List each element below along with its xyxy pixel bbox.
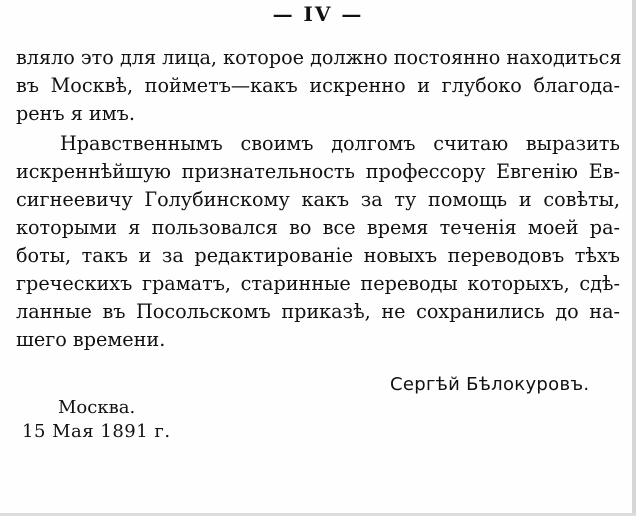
place-line: Москва. [58,397,136,418]
text-line-1: вляло это для лица, которое должно постоянно находиться [16,46,622,69]
text-line-5: искреннѣйшую признательность профессору Евгенію Ев- [16,160,620,183]
text-line-3: ренъ я имъ. [16,102,135,125]
text-line-10: ланные въ Посольскомъ приказѣ, не сохранились до на- [16,300,620,323]
page-number-header: — IV — [272,2,364,26]
text-line-9: греческихъ граматъ, старинные переводы которыхъ, сдѣ- [16,272,620,295]
text-line-8: боты, такъ и за редактированіе новыхъ переводовъ тѣхъ [16,244,620,267]
page-edge-shadow [632,0,636,516]
text-line-2: въ Москвѣ, пойметъ—какъ искренно и глубоко благода- [16,74,620,97]
text-line-11: шего времени. [16,328,166,351]
text-line-6: сигнеевичу Голубинскому какъ за ту помощь и совѣты, [16,188,620,211]
date-line: 15 Мая 1891 г. [22,421,171,442]
author-signature: Сергѣй Бѣлокуровъ. [390,374,590,395]
text-line-4: Нравственнымъ своимъ долгомъ считаю выразить [60,132,620,155]
text-line-7: которыми я пользовался во все время теченія моей ра- [16,216,620,239]
